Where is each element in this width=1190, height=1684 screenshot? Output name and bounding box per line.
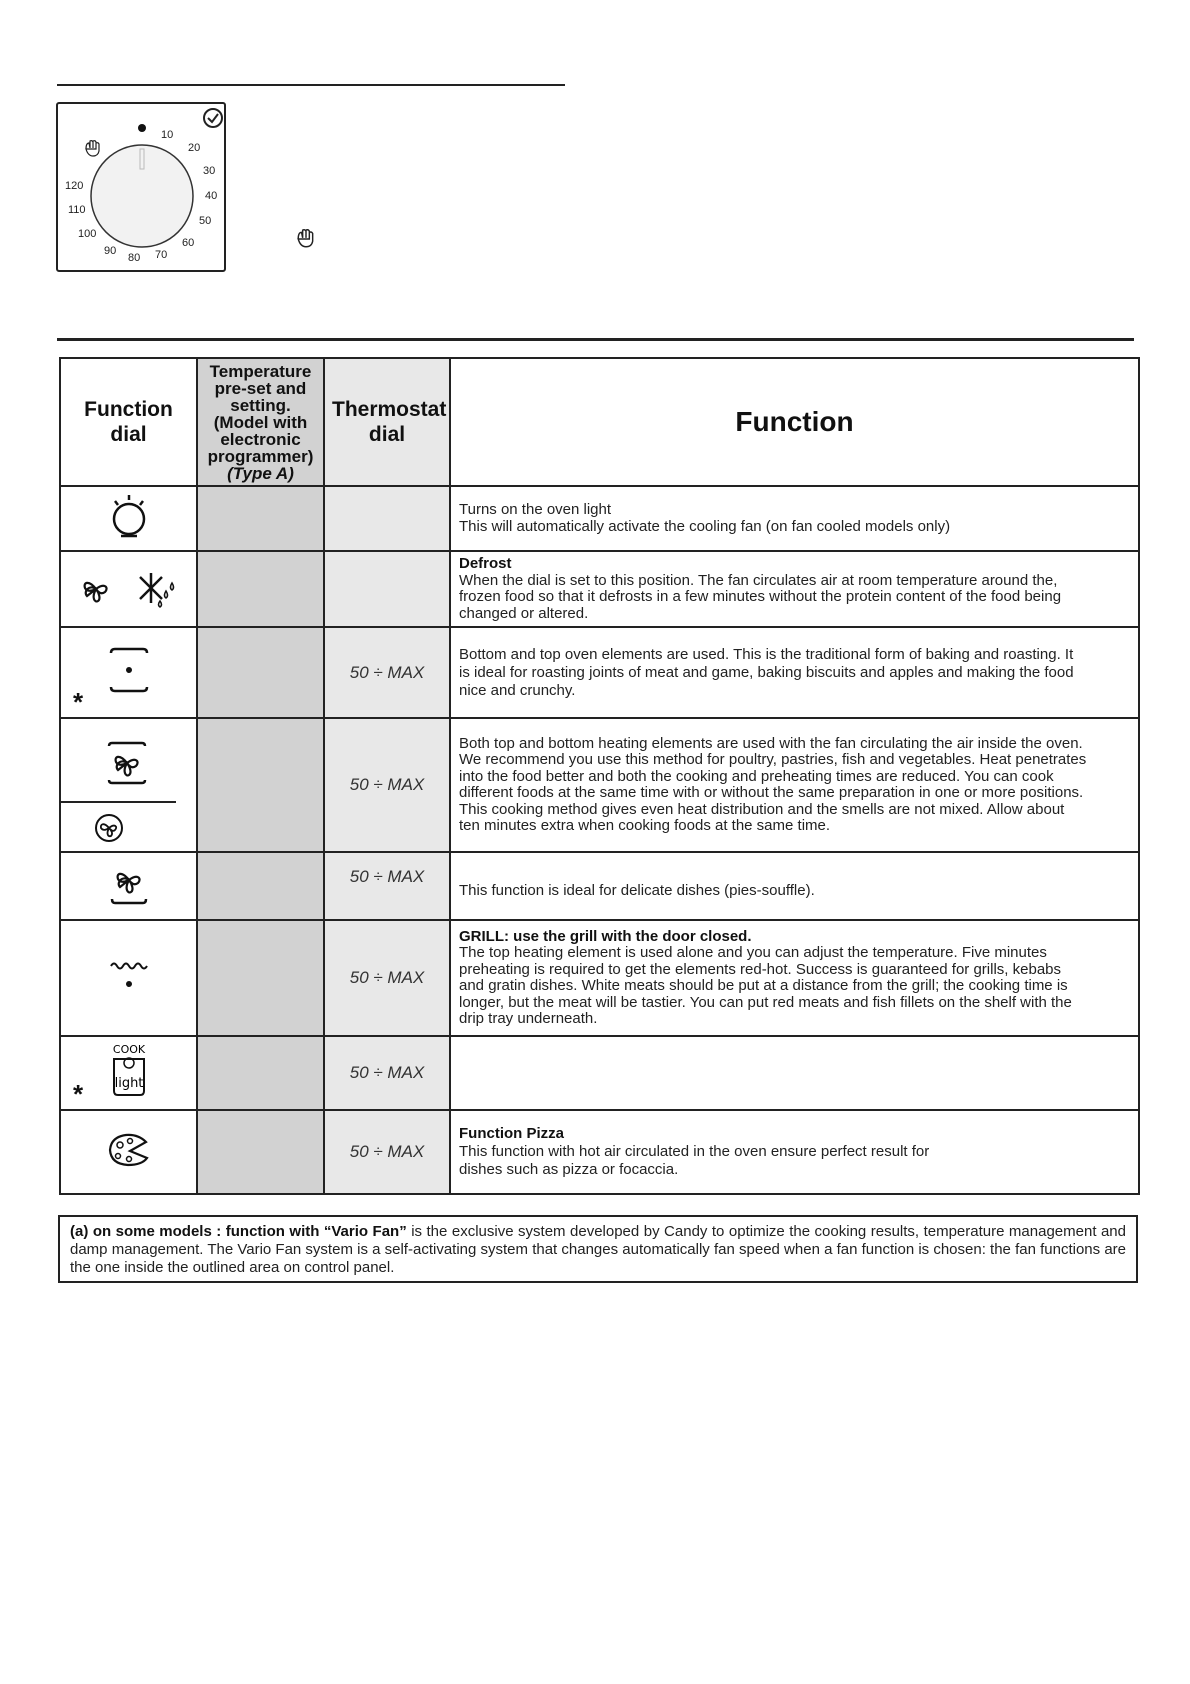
function-description: Turns on the oven light This will automatically activate the cooling fan (on fan cooled models only) — [450, 486, 1139, 551]
function-description: This function is ideal for delicate dishes (pies-souffle). — [450, 852, 1139, 920]
thermostat-value — [324, 486, 450, 551]
timer-label-50: 50 — [199, 215, 212, 227]
divider — [61, 801, 176, 803]
functions-table — [59, 357, 1140, 1195]
grill-icon — [107, 956, 151, 996]
star-mark: * — [73, 1079, 84, 1109]
header-function-dial: Function dial — [60, 358, 197, 486]
function-description — [450, 1036, 1139, 1110]
star-mark: * — [73, 687, 84, 717]
header-thermostat-dial: Thermostat dial — [324, 358, 450, 486]
thermostat-value — [324, 551, 450, 627]
vario-fan-note — [58, 1215, 1138, 1283]
function-description: Defrost When the dial is set to this position. The fan circulates air at room temperature around the, frozen food so that it defrosts in a few minutes without the protein content of the food being changed or altered. — [450, 551, 1139, 627]
cook-light-bottom-label: light — [114, 1075, 143, 1091]
table-row — [60, 486, 1139, 551]
header-function: Function — [450, 358, 1139, 486]
timer-label-80: 80 — [128, 252, 141, 264]
header-temperature: Temperature pre-set and setting. (Model with electronic programmer) (Type A) — [197, 358, 324, 486]
fan-ring-icon — [93, 812, 125, 844]
table-row — [60, 718, 1139, 852]
timer-label-120: 120 — [65, 180, 84, 192]
top-rule — [57, 84, 565, 86]
timer-dial-panel — [56, 102, 226, 272]
clock-icon — [204, 109, 222, 127]
timer-label-40: 40 — [205, 190, 218, 202]
defrost-icon — [136, 569, 178, 609]
function-description: GRILL: use the grill with the door closed. The top heating element is used alone and you can adjust the temperature. Five minutes preheating is required to get the elements red-hot. Success is guaranteed for grills, kebabs and gratin dishes. White meats should be put at a distance from the grill; the cooking time is longer, but the meat will be tastier. You can put red meats and fish fillets on the shelf with the drip tray underneath. — [450, 920, 1139, 1036]
function-description: Bottom and top oven elements are used. This is the traditional form of baking and roasting. It is ideal for roasting joints of meat and game, baking biscuits and apples and making the food nice and crunchy. — [450, 627, 1139, 718]
hand-icon — [296, 229, 316, 254]
thermostat-value: 50 ÷ MAX — [324, 627, 450, 718]
cook-light-icon — [105, 1043, 153, 1099]
conventional-icon — [107, 647, 151, 693]
fan-top-bottom-icon — [105, 741, 149, 785]
timer-label-110: 110 — [68, 204, 86, 216]
table-header-row — [60, 358, 1139, 486]
timer-label-90: 90 — [104, 245, 117, 257]
function-description: Function Pizza This function with hot air circulated in the oven ensure perfect result for dishes such as pizza or focaccia. — [450, 1110, 1139, 1194]
function-description: Both top and bottom heating elements are used with the fan circulating the air inside the oven. We recommend you use this method for poultry, pastries, fish and vegetables. Heat penetrates into the food better and both the cooking and preheating times are reduced. You can cook different foods at the same time with or without the same preparation in one or more positions. This cooking method gives even heat distribution and the smells are not mixed. Allow about ten minutes extra when cooking foods at the same time. — [450, 718, 1139, 852]
table-row — [60, 627, 1139, 718]
timer-label-60: 60 — [182, 237, 195, 249]
table-row — [60, 1036, 1139, 1110]
thermostat-value: 50 ÷ MAX — [324, 920, 450, 1036]
fan-icon — [79, 572, 113, 606]
note-bold: (a) on some models : function with “Vario Fan” — [70, 1223, 407, 1240]
timer-label-70: 70 — [155, 249, 168, 261]
cook-light-top-label: COOK — [112, 1042, 145, 1056]
thermostat-value: 50 ÷ MAX — [324, 1036, 450, 1110]
table-row — [60, 1110, 1139, 1194]
table-row — [60, 551, 1139, 627]
thermostat-value: 50 ÷ MAX — [324, 852, 450, 920]
section-rule — [57, 338, 1134, 341]
thermostat-value: 50 ÷ MAX — [324, 1110, 450, 1194]
hand-icon — [86, 141, 99, 156]
fan-bottom-icon — [109, 862, 149, 906]
thermostat-value: 50 ÷ MAX — [324, 718, 450, 852]
timer-label-10: 10 — [161, 129, 174, 141]
note-text: is the exclusive system developed by Candy to optimize the cooking results, temperature management and damp management. The Vario Fan system is a self-activating system that changes automatically fan speed when a fan function is chosen: the fan functions are the one inside the outlined area on control panel. — [70, 1223, 1126, 1276]
pizza-icon — [106, 1132, 152, 1168]
oven-light-icon — [107, 493, 151, 539]
table-row — [60, 852, 1139, 920]
timer-label-30: 30 — [203, 165, 216, 177]
table-row — [60, 920, 1139, 1036]
timer-label-100: 100 — [78, 228, 97, 240]
timer-label-20: 20 — [188, 142, 201, 154]
timer-knob[interactable] — [91, 145, 193, 247]
